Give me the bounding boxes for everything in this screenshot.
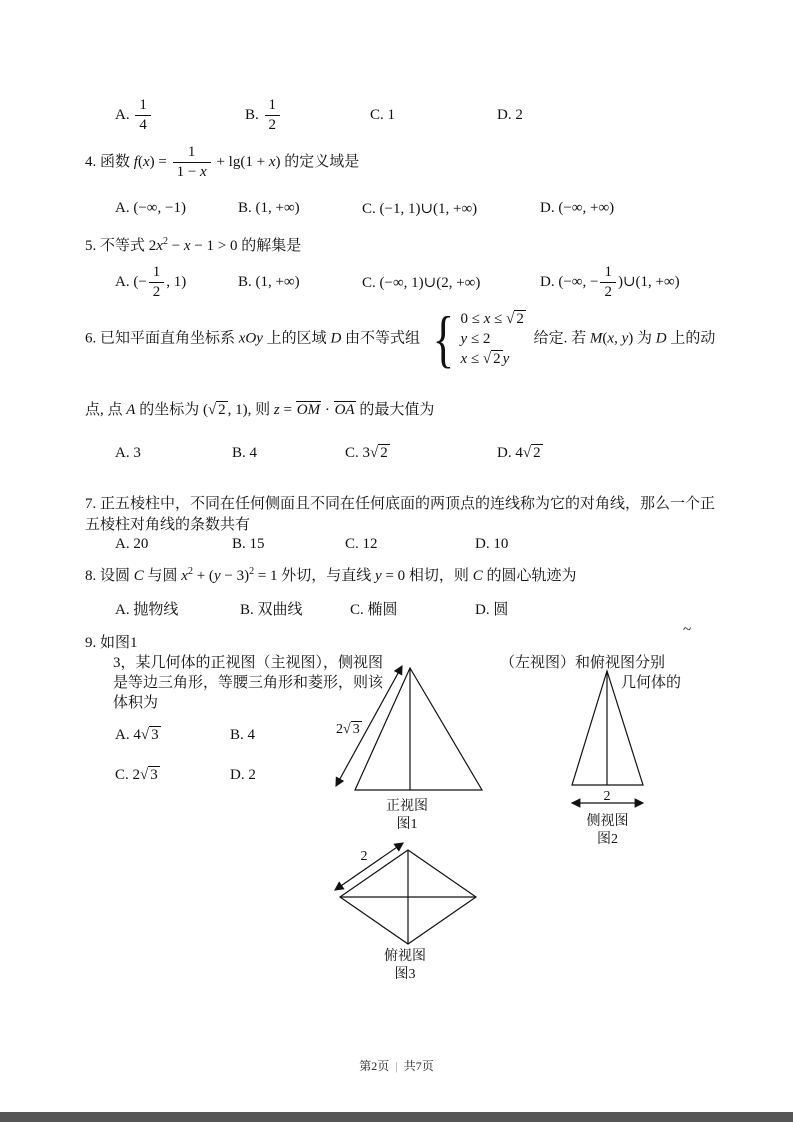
- math-fraction: $\frac{1}{4}$: [135, 97, 151, 134]
- page-bottom-edge: [0, 1112, 793, 1122]
- math-superscript: 2: [249, 566, 255, 577]
- question-4-options: [115, 199, 614, 218]
- q6-option-a: A. 3: [115, 445, 141, 461]
- math-sqrt: √ 3: [140, 767, 158, 783]
- math-var: x: [181, 568, 188, 584]
- question-7-options: [115, 536, 508, 553]
- math-var: y: [502, 350, 510, 367]
- question-8-options: [115, 598, 508, 619]
- math-var: A: [126, 402, 136, 418]
- math-var: f: [133, 153, 138, 170]
- question-3-options: [115, 97, 523, 134]
- math-var: z: [273, 402, 280, 418]
- q6-option-c: C. 3√ 2: [345, 445, 388, 461]
- math-var: x: [200, 164, 207, 180]
- front-view-dimension-label: 2√ 3: [336, 722, 360, 737]
- front-view-fig-number: 图1: [396, 817, 418, 833]
- math-var: x: [156, 238, 163, 254]
- math-var: x: [183, 238, 191, 254]
- math-var: D: [330, 330, 342, 347]
- page-footer: [0, 1057, 793, 1074]
- math-superscript: 2: [187, 566, 193, 577]
- stray-tilde-mark: ~: [683, 622, 692, 638]
- math-overline: [296, 401, 321, 419]
- q7-option-c: C. 12: [345, 536, 378, 552]
- math-var: y: [460, 330, 468, 347]
- math-sqrt: √ 2: [207, 402, 226, 418]
- q4-option-c: C. (−1, 1)∪(1, +∞): [362, 201, 478, 217]
- question-9-options-row1: [115, 727, 255, 744]
- footer-total-pages: 共7页: [403, 1059, 434, 1073]
- q3-option-c: C. 1: [370, 107, 396, 123]
- math-fraction: $\frac{1}{1 - x}$: [173, 144, 211, 181]
- front-view-caption: 正视图: [386, 799, 428, 814]
- question-7-stem-line2: 五棱柱对角线的条数共有: [85, 517, 251, 533]
- math-fraction: $\frac{1}{2}$: [149, 264, 165, 301]
- footer-separator: |: [395, 1059, 398, 1073]
- side-view-figure: [560, 663, 655, 849]
- top-view-caption: 俯视图: [384, 949, 426, 964]
- math-var: x: [142, 153, 150, 170]
- side-view-caption: 侧视图: [586, 814, 629, 829]
- math-var: C: [472, 568, 483, 584]
- question-5-options: [115, 264, 680, 301]
- q7-option-b: B. 15: [232, 536, 265, 552]
- math-var: x: [268, 153, 276, 170]
- q4-option-b: B. (1, +∞): [238, 200, 300, 216]
- dimension-arrow: [335, 843, 403, 890]
- q5-option-d: D. (−∞, − $\frac{1}{2}$ )∪(1, +∞): [540, 264, 680, 300]
- math-fraction: $\frac{1}{2}$: [600, 264, 616, 301]
- top-view-figure: [330, 840, 480, 984]
- question-9-stem-line4: 体积为: [113, 695, 159, 711]
- q5-option-b: B. (1, +∞): [238, 274, 300, 290]
- footer-page-number: 第2页: [359, 1059, 390, 1073]
- side-view-svg: [560, 663, 655, 813]
- q8-option-a: A. 抛物线: [115, 602, 179, 618]
- question-9-stem-right1: （左视图）和俯视图分别: [500, 655, 666, 671]
- front-view-figure: [322, 658, 492, 834]
- math-var: D: [655, 330, 667, 347]
- q8-option-d: D. 圆: [475, 602, 509, 618]
- question-6-options: [115, 445, 543, 462]
- math-sqrt: √ 2: [522, 445, 541, 461]
- math-var: OM: [296, 402, 321, 418]
- q6-option-d: D. 4√ 2: [497, 445, 541, 461]
- math-sqrt: √ 2: [482, 350, 501, 367]
- triangle-outline: [355, 668, 482, 790]
- question-6-stem-line2: 点, 点 A 的坐标为 (√ 2 , 1), 则 z = OM · OA 的最大值为: [85, 402, 435, 418]
- math-sqrt: √ 2: [506, 310, 524, 327]
- q8-option-b: B. 双曲线: [240, 602, 303, 618]
- question-4-stem: 4. 函数 f(x) = $\frac{1}{1 - x}$ + lg(1 + x) 的定义域是: [85, 144, 360, 180]
- question-9-stem-line2: 3，某几何体的正视图（主视图），侧视图: [113, 655, 384, 671]
- q5-option-c: C. (−∞, 1)∪(2, +∞): [362, 275, 481, 291]
- question-9-options-row2: [115, 767, 256, 784]
- math-overline: [334, 401, 356, 419]
- math-sqrt: √ 3: [140, 727, 159, 743]
- question-7-stem-line1: 7. 正五棱柱中，不同在任何侧面且不同在任何底面的两顶点的连线称为它的对角线，那么一个正: [85, 496, 716, 512]
- top-view-svg: [330, 840, 480, 948]
- math-sqrt: √ 2: [370, 445, 388, 461]
- question-9-stem-line1: 9. 如图1: [85, 635, 138, 651]
- q4-option-a: A. (−∞, −1): [115, 200, 186, 216]
- q3-option-a: A. $\frac{1}{4}$: [115, 97, 245, 134]
- q6-option-b: B. 4: [232, 445, 258, 461]
- math-var: y: [375, 568, 382, 584]
- math-var: x: [483, 310, 491, 327]
- q5-option-a: A. (− $\frac{1}{2}$ , 1): [115, 264, 187, 300]
- q7-option-a: A. 20: [115, 536, 149, 552]
- math-var: OA: [334, 402, 355, 418]
- q9-option-a: A. 4√ 3: [115, 727, 159, 743]
- q9-option-d: D. 2: [230, 767, 256, 783]
- math-var: C: [133, 568, 144, 584]
- q8-option-c: C. 椭圆: [350, 602, 398, 618]
- side-view-dimension-label: 2: [603, 789, 611, 804]
- question-5-stem: 5. 不等式 $2x^2 - x - 1 > 0$ 的解集是: [85, 236, 302, 254]
- question-9-stem-right2: 几何体的: [621, 675, 682, 691]
- q7-option-d: D. 10: [475, 536, 509, 552]
- q9-option-b: B. 4: [230, 727, 256, 743]
- q3-option-d: D. 2: [497, 107, 523, 123]
- math-var: xOy: [238, 330, 263, 347]
- q4-option-d: D. (−∞, +∞): [540, 200, 615, 216]
- question-6-stem-line1: 6. 已知平面直角坐标系 xOy 上的区域 D 由不等式组 { 0 ≤ x ≤ √ 2 y ≤ 2 x ≤ √ 2 y 给定. 若 M(x, y) 为 D 上的动: [85, 303, 716, 374]
- math-var: x: [460, 350, 468, 367]
- math-var: M: [589, 330, 603, 347]
- math-fraction: $\frac{1}{2}$: [265, 97, 281, 134]
- left-brace: {: [432, 303, 454, 374]
- q9-option-c: C. 2√ 3: [115, 767, 158, 783]
- math-superscript: 2: [162, 236, 168, 247]
- q3-option-b: B. $\frac{1}{2}$: [245, 97, 370, 134]
- math-inequality-system: { 0 ≤ x ≤ √ 2 y ≤ 2 x ≤ √ 2 y: [432, 303, 524, 374]
- math-var: x: [607, 330, 615, 347]
- question-8-stem: 8. 设圆 C 与圆 $x^2 + (y - 3)^2 = 1$ 外切，与直线 y = 0 相切，则 C 的圆心轨迹为: [85, 566, 577, 584]
- math-sqrt: √ 3: [343, 722, 360, 737]
- top-view-fig-number: 图3: [394, 967, 416, 983]
- math-var: y: [213, 568, 221, 584]
- question-9-stem-line3: 是等边三角形，等腰三角形和菱形，则该: [113, 675, 384, 691]
- top-view-dimension-label: 2: [360, 849, 368, 864]
- side-view-fig-number: 图2: [597, 832, 618, 848]
- math-var: y: [621, 330, 629, 347]
